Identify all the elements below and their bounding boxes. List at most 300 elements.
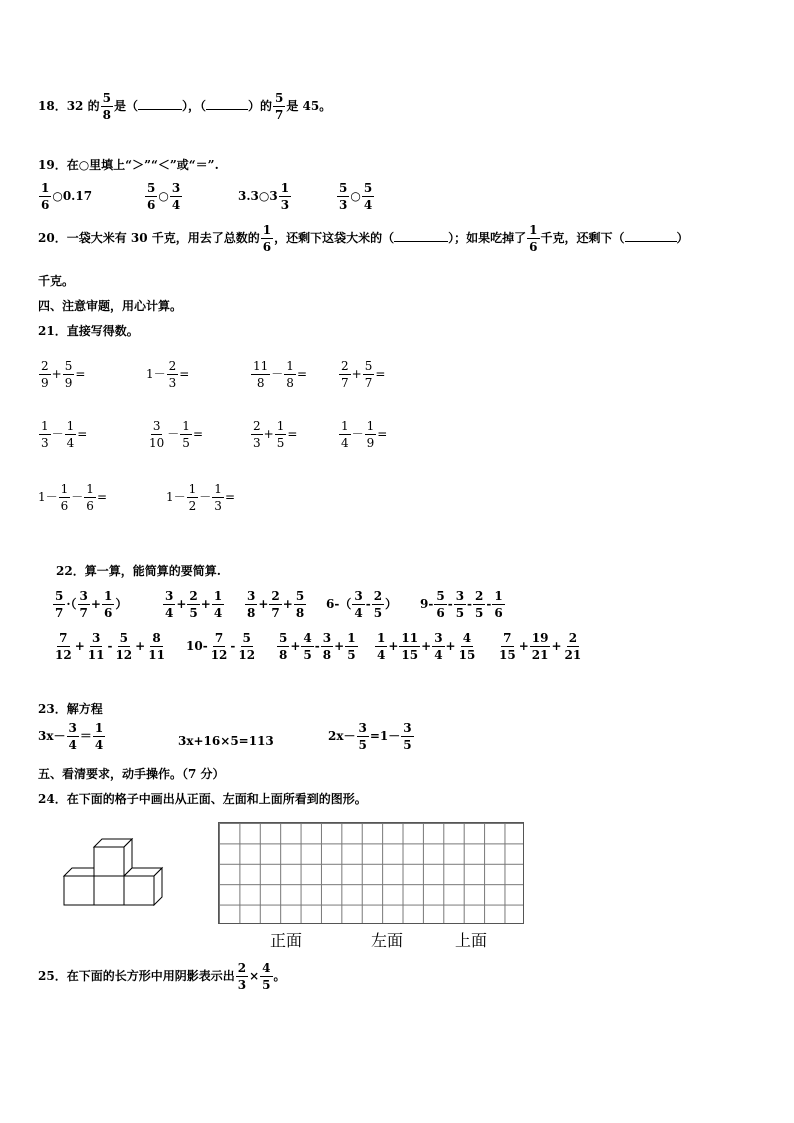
fraction — [145, 182, 157, 211]
denominator: 8 — [322, 648, 332, 662]
numerator: 5 — [279, 631, 288, 645]
question-21 — [38, 322, 139, 339]
expr-text: - — [447, 597, 453, 611]
numerator: 4 — [262, 961, 271, 975]
equals-sign: = — [192, 427, 203, 441]
numerator: 5 — [364, 359, 373, 373]
fraction — [365, 420, 377, 449]
fraction — [163, 590, 175, 619]
fraction — [432, 632, 444, 661]
fraction — [245, 590, 257, 619]
numerator: 11 — [401, 631, 419, 645]
expression — [146, 360, 189, 389]
expression — [52, 590, 127, 619]
numerator: 1 — [280, 181, 290, 195]
compare-circle[interactable]: ○ — [158, 189, 169, 203]
expr-text: 1－ — [146, 367, 166, 381]
denominator: 11 — [148, 648, 165, 662]
expr-text: - — [467, 597, 473, 611]
denominator: 5 — [455, 606, 465, 620]
denominator: 9 — [366, 436, 375, 450]
expr-text: 1－ — [166, 490, 186, 504]
fraction — [339, 420, 351, 449]
equals-sign: = — [96, 490, 107, 504]
text: 2x－ — [328, 729, 356, 743]
denominator: 4 — [213, 606, 223, 620]
numerator: 1 — [213, 589, 223, 603]
fraction — [261, 224, 273, 253]
expression — [162, 590, 225, 619]
fraction — [39, 420, 51, 449]
fraction — [113, 632, 134, 661]
text: ） — [676, 231, 689, 245]
fraction — [473, 590, 485, 619]
fraction — [53, 632, 74, 661]
times-sign: × — [249, 969, 260, 983]
numerator: 4 — [303, 631, 312, 645]
fraction — [457, 632, 478, 661]
numerator: 1 — [262, 223, 272, 237]
denominator: 15 — [499, 648, 516, 662]
numerator: 5 — [339, 181, 348, 195]
numerator: 1 — [182, 419, 190, 433]
expression — [38, 483, 107, 512]
fraction — [170, 182, 182, 211]
numerator: 3 — [403, 721, 412, 735]
numerator: 2 — [168, 359, 177, 373]
numerator: 3 — [354, 589, 363, 603]
caption-left-view: 左面 — [371, 931, 404, 950]
numerator: 5 — [436, 589, 445, 603]
text: 一袋大米有 30 千克，用去了总数的 — [66, 231, 260, 245]
numerator: 1 — [86, 482, 94, 496]
denominator: 8 — [102, 108, 111, 122]
denominator: 4 — [434, 648, 443, 662]
denominator: 5 — [358, 738, 367, 752]
fraction — [454, 590, 466, 619]
equals-sign: = — [224, 490, 235, 504]
denominator: 6 — [103, 606, 113, 620]
question-number: 18． — [38, 99, 67, 113]
denominator: 3 — [280, 198, 290, 212]
fraction — [67, 722, 79, 751]
numerator: 5 — [242, 631, 251, 645]
compare-item-1 — [38, 182, 92, 211]
expr-text: + — [282, 597, 293, 611]
denominator: 3 — [339, 198, 348, 212]
numerator: 3 — [79, 589, 88, 603]
question-number: 22． — [56, 564, 85, 578]
instruction: 解方程 — [66, 702, 103, 716]
denominator: 3 — [41, 436, 49, 450]
expr-text: ·（ — [66, 597, 77, 611]
denominator: 9 — [41, 376, 49, 390]
denominator: 3 — [253, 436, 261, 450]
compare-circle[interactable]: 3.3○3 — [238, 189, 278, 203]
fraction — [375, 632, 387, 661]
fraction — [236, 962, 248, 991]
numerator: 1 — [347, 631, 356, 645]
operator: － — [51, 427, 64, 441]
operator: － — [351, 427, 364, 441]
instruction: 在○里填上“＞”“＜”或“＝”. — [66, 158, 219, 172]
compare-circle[interactable]: ○ — [350, 189, 361, 203]
fraction — [530, 632, 551, 661]
numerator: 3 — [152, 419, 161, 433]
fraction — [187, 590, 199, 619]
compare-item-2 — [144, 182, 183, 211]
fraction — [63, 360, 75, 389]
fraction — [236, 632, 257, 661]
denominator: 11 — [87, 648, 105, 662]
section-5-heading: 五、看清要求，动手操作。（7 分） — [38, 767, 225, 781]
expr-text: 1－ — [38, 490, 58, 504]
denominator: 5 — [475, 606, 484, 620]
fraction — [294, 590, 306, 619]
numerator: 7 — [59, 631, 68, 645]
denominator: 5 — [276, 436, 285, 450]
numerator: 1 — [94, 721, 104, 735]
expr-text: - — [107, 639, 113, 653]
denominator: 2 — [188, 499, 197, 513]
denominator: 4 — [341, 436, 349, 450]
expression — [166, 483, 235, 512]
question-number: 23． — [38, 702, 67, 716]
equals-sign: = — [75, 367, 86, 381]
denominator: 5 — [403, 738, 412, 752]
text: 千克，还剩下（ — [540, 231, 625, 245]
fraction — [260, 962, 272, 991]
operator: + — [51, 367, 62, 381]
expr-text: 6-（ — [326, 597, 352, 611]
fraction — [102, 590, 114, 619]
numerator: 2 — [341, 359, 349, 373]
expr-text: + — [445, 639, 456, 653]
expression — [338, 360, 385, 389]
numerator: 1 — [214, 482, 222, 496]
denominator: 7 — [341, 376, 349, 390]
question-number: 19． — [38, 158, 67, 172]
denominator: 4 — [354, 606, 363, 620]
fraction — [39, 360, 51, 389]
denominator: 4 — [171, 198, 181, 212]
denominator: 21 — [531, 648, 549, 662]
denominator: 12 — [115, 648, 133, 662]
denominator: 12 — [55, 648, 72, 662]
numerator: 2 — [271, 589, 280, 603]
numerator: 4 — [462, 631, 472, 645]
numerator: 2 — [373, 589, 383, 603]
denominator: 8 — [286, 376, 294, 390]
numerator: 1 — [341, 419, 349, 433]
numerator: 5 — [119, 631, 128, 645]
numerator: 3 — [91, 631, 101, 645]
numerator: 3 — [455, 589, 465, 603]
answer-blank[interactable] — [394, 241, 448, 242]
denominator: 6 — [262, 240, 272, 254]
numerator: 5 — [147, 181, 156, 195]
numerator: 5 — [275, 91, 284, 105]
expression — [326, 590, 397, 619]
expr-text: + — [388, 639, 399, 653]
denominator: 5 — [347, 648, 356, 662]
equation-3 — [328, 722, 415, 751]
denominator: 4 — [68, 738, 77, 752]
denominator: 7 — [55, 606, 64, 620]
expression — [338, 420, 387, 449]
denominator: 4 — [165, 606, 174, 620]
numerator: 1 — [276, 419, 285, 433]
denominator: 10 — [149, 436, 165, 450]
fraction — [363, 360, 375, 389]
denominator: 8 — [256, 376, 265, 390]
fraction — [399, 632, 420, 661]
denominator: 4 — [377, 648, 386, 662]
denominator: 7 — [364, 376, 373, 390]
expression — [38, 420, 87, 449]
numerator: 3 — [165, 589, 174, 603]
fraction — [187, 483, 199, 512]
fraction — [86, 632, 107, 661]
equals-sign: = — [77, 427, 88, 441]
expr-text: + — [421, 639, 432, 653]
fraction — [93, 722, 105, 751]
numerator: 3 — [68, 721, 77, 735]
text: ＝ — [79, 729, 92, 743]
fraction — [251, 360, 270, 389]
denominator: 8 — [295, 606, 305, 620]
compare-circle[interactable]: ○0.17 — [52, 189, 93, 203]
numerator: 1 — [103, 589, 113, 603]
expression — [146, 420, 203, 449]
numerator: 3 — [247, 589, 256, 603]
fraction — [209, 632, 230, 661]
expr-text: ） — [385, 597, 398, 611]
numerator: 1 — [529, 223, 538, 237]
text: 3x－ — [38, 729, 66, 743]
equals-sign: = — [296, 367, 307, 381]
fraction — [339, 360, 351, 389]
equals-sign: = — [179, 367, 190, 381]
numerator: 3 — [358, 721, 367, 735]
expression — [244, 590, 307, 619]
text: ，还剩下这袋大米的（ — [274, 231, 395, 245]
numerator: 2 — [475, 589, 484, 603]
fraction — [284, 360, 296, 389]
expr-text: + — [74, 639, 85, 653]
numerator: 3 — [171, 181, 181, 195]
numerator: 5 — [55, 589, 64, 603]
text: 。 — [273, 969, 286, 983]
denominator: 7 — [275, 108, 284, 122]
denominator: 21 — [564, 648, 582, 662]
operator: － — [271, 367, 284, 381]
compare-item-4 — [336, 182, 375, 211]
text: ）；如果吃掉了 — [448, 231, 527, 245]
denominator: 9 — [64, 376, 73, 390]
instruction: 直接写得数。 — [66, 324, 139, 338]
text: 32 的 — [66, 99, 100, 113]
fraction — [180, 420, 192, 449]
fraction — [345, 632, 357, 661]
numerator: 2 — [41, 359, 49, 373]
expression — [250, 420, 297, 449]
question-20 — [38, 224, 689, 253]
compare-item-3 — [238, 182, 292, 211]
denominator: 5 — [182, 436, 190, 450]
expr-text: + — [90, 597, 101, 611]
fraction — [362, 182, 374, 211]
numerator: 7 — [214, 631, 224, 645]
fraction — [273, 92, 285, 121]
denominator: 4 — [94, 738, 104, 752]
operator: － — [167, 427, 180, 441]
denominator: 3 — [237, 978, 247, 992]
numerator: 2 — [568, 631, 578, 645]
text: ），（ — [181, 99, 206, 113]
fraction — [212, 590, 224, 619]
expr-text: - — [365, 597, 371, 611]
instruction: 在下面的格子中画出从正面、左面和上面所看到的图形。 — [66, 792, 367, 806]
denominator: 5 — [303, 648, 312, 662]
numerator: 19 — [531, 631, 549, 645]
expression — [420, 590, 506, 619]
expr-text: - — [314, 639, 320, 653]
numerator: 1 — [188, 482, 197, 496]
numerator: 11 — [253, 359, 269, 373]
expr-text: ） — [115, 597, 128, 611]
numerator: 1 — [66, 419, 75, 433]
denominator: 6 — [529, 240, 538, 254]
expr-text: - — [230, 639, 236, 653]
answer-blank[interactable] — [206, 109, 248, 110]
fraction — [434, 590, 446, 619]
text: 是 45。 — [286, 99, 332, 113]
question-18 — [38, 92, 331, 121]
operator: － — [199, 490, 212, 504]
denominator: 6 — [60, 499, 69, 513]
fraction — [147, 420, 166, 449]
question-23 — [38, 700, 103, 717]
fraction — [146, 632, 167, 661]
fraction — [301, 632, 313, 661]
fraction — [39, 182, 51, 211]
expression — [250, 360, 307, 389]
equals-sign: = — [375, 367, 386, 381]
question-number: 20． — [38, 231, 67, 245]
expression — [186, 632, 258, 661]
question-25 — [38, 962, 286, 991]
fraction — [78, 590, 90, 619]
cube-stack-figure — [62, 838, 166, 906]
drawing-grid[interactable] — [218, 822, 524, 924]
denominator: 4 — [363, 198, 373, 212]
fraction — [527, 224, 539, 253]
instruction: 算一算，能简算的要简算. — [84, 564, 221, 578]
numerator: 2 — [189, 589, 198, 603]
fraction — [65, 420, 77, 449]
fraction — [53, 590, 65, 619]
expression — [276, 632, 359, 661]
operator: － — [71, 490, 84, 504]
question-24 — [38, 790, 367, 807]
question-number: 25． — [38, 969, 67, 983]
fraction — [337, 182, 349, 211]
numerator: 5 — [102, 91, 111, 105]
denominator: 5 — [262, 978, 271, 992]
denominator: 6 — [436, 606, 445, 620]
expr-text: + — [200, 597, 211, 611]
numerator: 1 — [494, 589, 503, 603]
text: 是（ — [113, 99, 138, 113]
answer-blank[interactable] — [625, 241, 677, 242]
denominator: 8 — [247, 606, 256, 620]
fraction — [167, 360, 179, 389]
expr-text: + — [176, 597, 187, 611]
denominator: 3 — [168, 376, 177, 390]
fraction — [492, 590, 504, 619]
denominator: 4 — [66, 436, 75, 450]
denominator: 6 — [86, 499, 94, 513]
numerator: 5 — [64, 359, 73, 373]
fraction — [401, 722, 413, 751]
numerator: 8 — [152, 631, 161, 645]
operator: + — [263, 427, 274, 441]
fraction — [352, 590, 364, 619]
numerator: 2 — [237, 961, 247, 975]
denominator: 6 — [147, 198, 156, 212]
denominator: 8 — [279, 648, 288, 662]
numerator: 5 — [363, 181, 373, 195]
question-22 — [56, 562, 221, 579]
denominator: 15 — [458, 648, 476, 662]
fraction — [101, 92, 113, 121]
equals-sign: = — [377, 427, 388, 441]
fraction — [372, 590, 384, 619]
denominator: 5 — [189, 606, 198, 620]
fraction — [279, 182, 291, 211]
fraction — [357, 722, 369, 751]
numerator: 1 — [41, 181, 50, 195]
numerator: 1 — [60, 482, 69, 496]
numerator: 1 — [366, 419, 375, 433]
expr-text: + — [518, 639, 529, 653]
question-19 — [38, 156, 219, 173]
expr-text: + — [135, 639, 146, 653]
expression — [374, 632, 478, 661]
numerator: 5 — [295, 589, 305, 603]
fraction — [59, 483, 71, 512]
fraction — [563, 632, 584, 661]
numerator: 1 — [286, 359, 294, 373]
expr-text: + — [258, 597, 269, 611]
fraction — [321, 632, 333, 661]
numerator: 2 — [253, 419, 261, 433]
fraction — [84, 483, 96, 512]
fraction — [269, 590, 281, 619]
answer-blank[interactable] — [138, 109, 182, 110]
fraction — [497, 632, 518, 661]
equation-2: 3x+16×5=113 — [178, 734, 274, 748]
expression — [52, 632, 168, 661]
equals-sign: = — [287, 427, 298, 441]
expr-text: - — [486, 597, 492, 611]
denominator: 15 — [401, 648, 419, 662]
expr-text: + — [290, 639, 301, 653]
equation-1 — [38, 722, 106, 751]
denominator: 12 — [210, 648, 228, 662]
fraction — [251, 420, 263, 449]
